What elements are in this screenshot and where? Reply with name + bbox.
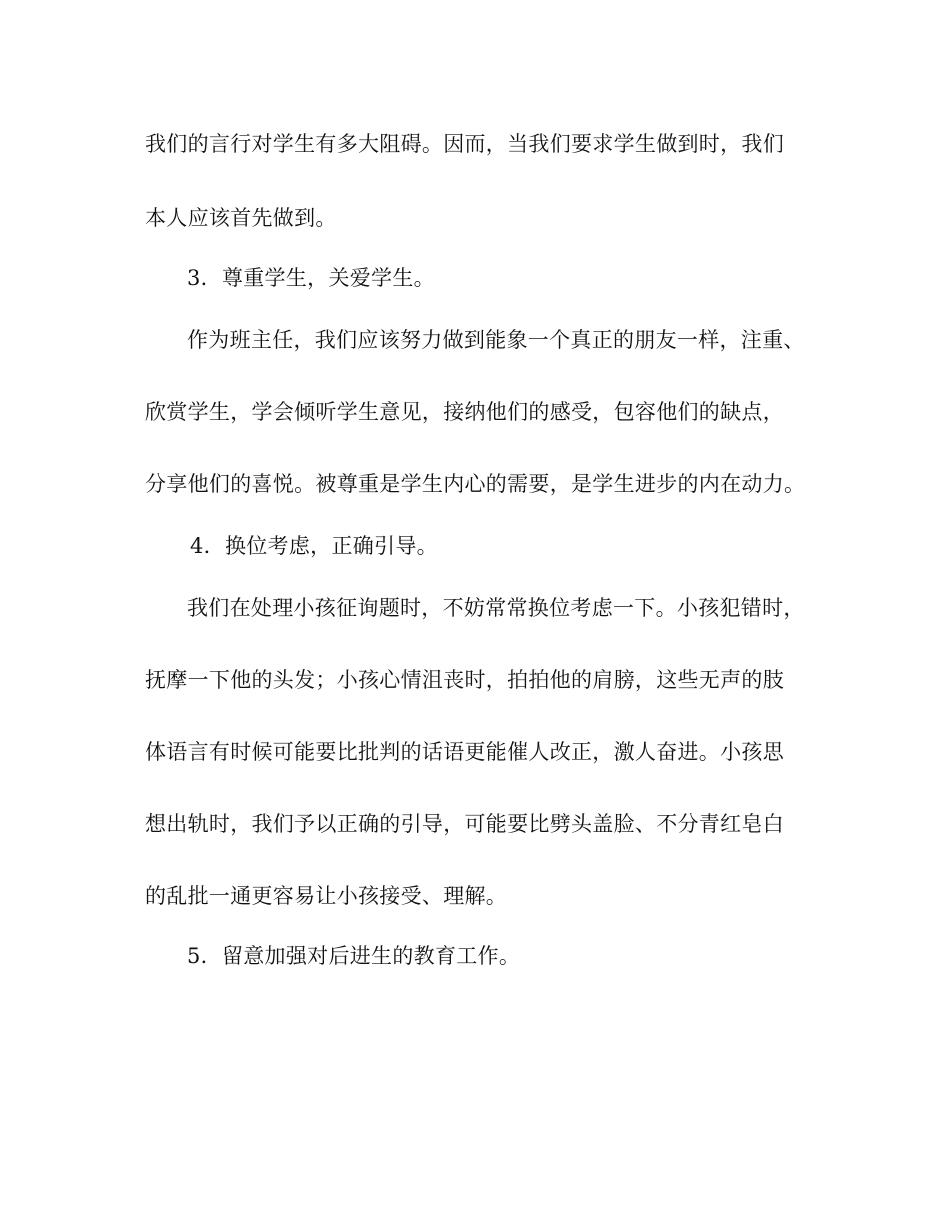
paragraph-line: 我们的言行对学生有多大阻碍。因而，当我们要求学生做到时，我们 bbox=[145, 132, 784, 156]
paragraph-line: 本人应该首先做到。 bbox=[145, 206, 337, 230]
section-heading-4: 4．换位考虑，正确引导。 bbox=[190, 534, 438, 558]
paragraph-line: 的乱批一通更容易让小孩接受、理解。 bbox=[145, 884, 508, 908]
paragraph-line: 想出轨时，我们予以正确的引导，可能要比劈头盖脸、不分青红皂白 bbox=[145, 812, 784, 836]
section-heading-5: 5．留意加强对后进生的教育工作。 bbox=[187, 944, 521, 968]
paragraph-line: 作为班主任，我们应该努力做到能象一个真正的朋友一样，注重、 bbox=[187, 328, 805, 352]
paragraph-line: 抚摩一下他的头发；小孩心情沮丧时，拍拍他的肩膀，这些无声的肢 bbox=[145, 668, 784, 692]
section-heading-3: 3．尊重学生，关爱学生。 bbox=[187, 266, 435, 290]
paragraph-line: 体语言有时候可能要比批判的话语更能催人改正，激人奋进。小孩思 bbox=[145, 740, 784, 764]
paragraph-line: 欣赏学生，学会倾听学生意见，接纳他们的感受，包容他们的缺点， bbox=[145, 400, 784, 424]
paragraph-line: 分享他们的喜悦。被尊重是学生内心的需要，是学生进步的内在动力。 bbox=[145, 472, 806, 496]
paragraph-line: 我们在处理小孩征询题时，不妨常常换位考虑一下。小孩犯错时， bbox=[187, 596, 805, 620]
